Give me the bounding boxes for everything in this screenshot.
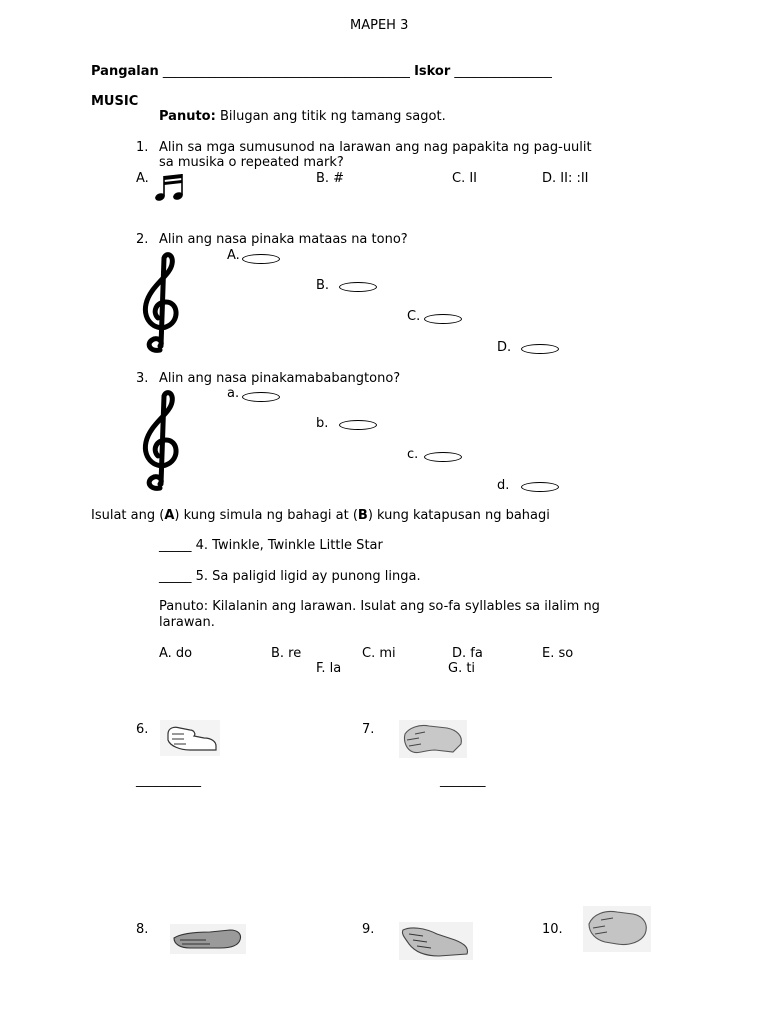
hand-sign-icon xyxy=(160,720,220,756)
part2-instruction xyxy=(91,508,550,524)
part2-instruction-mid: ) kung simula ng bahagi at ( xyxy=(174,508,358,523)
part2-instruction-pre: Isulat ang ( xyxy=(91,508,165,523)
option-fa: D. fa xyxy=(452,646,483,661)
q3-number: 3. xyxy=(136,371,149,386)
hand-sign-icon xyxy=(399,720,467,758)
item10-number: 10. xyxy=(542,922,563,937)
q4-blank[interactable]: _____ xyxy=(159,538,192,553)
option-re: B. re xyxy=(271,646,302,661)
q1-choice-c[interactable]: C. II xyxy=(452,171,478,186)
item6-number: 6. xyxy=(136,722,149,737)
q1-choice-a[interactable]: A. xyxy=(136,171,149,186)
q2-oval-c[interactable] xyxy=(424,314,462,324)
q1-number: 1. xyxy=(136,140,149,155)
part2-b-letter: B xyxy=(357,508,368,523)
q3-choice-d[interactable]: d. xyxy=(497,478,510,493)
q3-choice-a[interactable]: a. xyxy=(227,386,240,401)
q3-oval-a[interactable] xyxy=(242,392,280,402)
option-so: E. so xyxy=(542,646,574,661)
q1-text-line2: sa musika o repeated mark? xyxy=(159,155,344,170)
q2-number: 2. xyxy=(136,232,149,247)
q3-oval-b[interactable] xyxy=(339,420,377,430)
q2-choice-c[interactable]: C. xyxy=(407,309,421,324)
part3-instruction-line2: larawan. xyxy=(159,615,215,630)
q2-choice-d[interactable]: D. xyxy=(497,340,512,355)
q2-oval-d[interactable] xyxy=(521,344,559,354)
q4-line xyxy=(159,538,383,554)
name-line xyxy=(91,64,552,80)
option-la: F. la xyxy=(316,661,342,676)
instruction-text: Bilugan ang titik ng tamang sagot. xyxy=(219,109,446,124)
q5-line xyxy=(159,569,421,585)
q3-oval-c[interactable] xyxy=(424,452,462,462)
hand-sign-icon xyxy=(583,906,651,952)
part2-a-letter: A xyxy=(164,508,175,523)
item7-number: 7. xyxy=(362,722,375,737)
q2-choice-b[interactable]: B. xyxy=(316,278,330,293)
q1-choice-b[interactable]: B. # xyxy=(316,171,345,186)
q1-text-line1: Alin sa mga sumusunod na larawan ang nag papakita ng pag-uulit xyxy=(159,140,592,155)
item9-number: 9. xyxy=(362,922,375,937)
name-blank[interactable]: ______________________________________ xyxy=(162,64,410,79)
q3-choice-c[interactable]: c. xyxy=(407,447,419,462)
option-ti: G. ti xyxy=(448,661,476,676)
instruction-label: Panuto: xyxy=(159,109,216,124)
page-title: MAPEH 3 xyxy=(350,18,409,33)
part3-instruction-line1: Panuto: Kilalanin ang larawan. Isulat ang so-fa syllables sa ilalim ng xyxy=(159,599,600,614)
name-label: Pangalan xyxy=(91,64,159,79)
section-label: MUSIC xyxy=(91,94,139,109)
q5-blank[interactable]: _____ xyxy=(159,569,192,584)
q3-text: Alin ang nasa pinakamababangtono? xyxy=(159,371,401,386)
q2-oval-a[interactable] xyxy=(242,254,280,264)
part2-instruction-post: ) kung katapusan ng bahagi xyxy=(367,508,550,523)
q2-choice-a[interactable]: A. xyxy=(227,248,240,263)
score-blank[interactable]: _______________ xyxy=(454,64,552,79)
hand-sign-icon xyxy=(399,922,473,960)
score-label: Iskor xyxy=(414,64,451,79)
answer-blank-6[interactable]: __________ xyxy=(136,773,201,788)
item8-number: 8. xyxy=(136,922,149,937)
treble-clef-icon xyxy=(136,388,188,492)
beamed-eighth-notes-icon xyxy=(153,171,187,203)
treble-clef-icon xyxy=(136,250,188,354)
q1-choice-d[interactable]: D. II: :II xyxy=(542,171,589,186)
hand-sign-icon xyxy=(170,924,246,954)
q4-text: 4. Twinkle, Twinkle Little Star xyxy=(195,538,383,553)
q3-oval-d[interactable] xyxy=(521,482,559,492)
answer-blank-7[interactable]: _______ xyxy=(440,773,486,788)
q2-text: Alin ang nasa pinaka mataas na tono? xyxy=(159,232,408,247)
instruction xyxy=(159,109,446,125)
q5-text: 5. Sa paligid ligid ay punong linga. xyxy=(195,569,421,584)
option-mi: C. mi xyxy=(362,646,396,661)
q3-choice-b[interactable]: b. xyxy=(316,416,329,431)
option-do: A. do xyxy=(159,646,193,661)
q2-oval-b[interactable] xyxy=(339,282,377,292)
